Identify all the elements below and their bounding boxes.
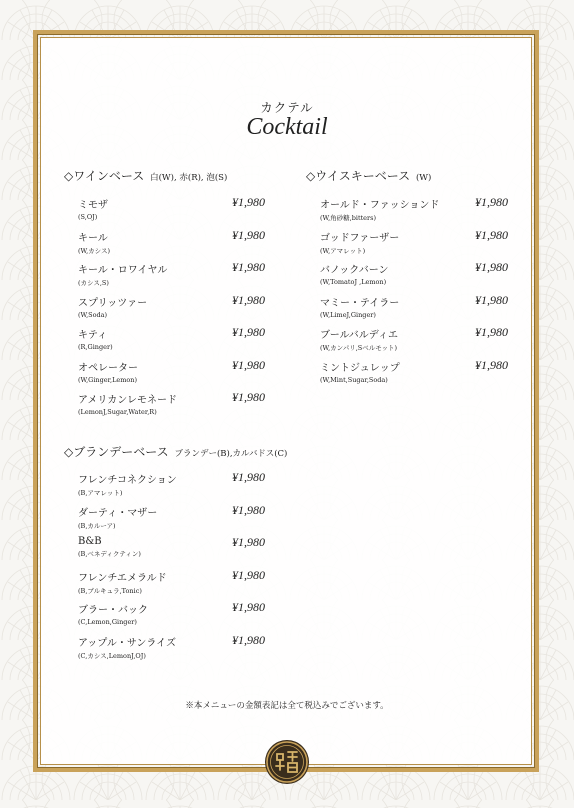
item-price: ¥1,980 xyxy=(232,502,265,517)
item-desc: (R,Ginger) xyxy=(78,343,113,351)
item-list xyxy=(320,195,508,391)
item-name: ブラー・バック xyxy=(78,605,148,616)
item-price: ¥1,980 xyxy=(232,632,265,647)
item-price: ¥1,980 xyxy=(232,600,265,614)
section-subtitle: (W) xyxy=(415,173,432,183)
menu-item xyxy=(78,390,265,424)
menu-item xyxy=(78,536,287,569)
item-name: ミントジュレップ xyxy=(320,362,400,374)
item-price: ¥1,980 xyxy=(232,292,265,307)
item-name: キティ xyxy=(78,330,108,341)
item-price: ¥1,980 xyxy=(232,535,265,549)
section-heading xyxy=(64,167,227,184)
section-heading xyxy=(64,443,287,460)
menu-item xyxy=(78,227,265,262)
page-title-en: Cocktail xyxy=(246,114,328,140)
menu-item xyxy=(78,325,265,359)
section-subtitle: ブランデー(B),カルバドス(C) xyxy=(174,449,288,459)
menu-item xyxy=(78,634,287,667)
item-name: キール・ロワイヤル xyxy=(78,265,168,276)
tax-note: ※本メニューの金額表記は全て税込みでございます。 xyxy=(185,701,389,711)
item-desc: (B,ベネディクティン) xyxy=(78,550,141,558)
item-name: オペレーター xyxy=(78,362,138,374)
menu-item xyxy=(78,504,287,537)
item-list xyxy=(78,471,287,666)
item-name: アメリカンレモネード xyxy=(78,395,178,406)
menu-item xyxy=(320,357,508,392)
item-name: キール xyxy=(78,232,108,244)
item-price: ¥1,980 xyxy=(475,227,508,242)
item-desc: (W,角砂糖,bitters) xyxy=(320,214,377,222)
item-desc: (W,Mint,Sugar,Soda) xyxy=(320,375,388,384)
item-name: ミモザ xyxy=(78,200,108,211)
item-name: ゴッドファーザー xyxy=(320,232,400,244)
item-desc: (B,ブルキュラ,Tonic) xyxy=(78,586,142,595)
section-whisky-base xyxy=(306,167,508,391)
item-desc: (C,Lemon,Ginger) xyxy=(78,618,137,626)
item-price: ¥1,980 xyxy=(475,325,508,339)
section-brandy-base xyxy=(64,443,287,666)
menu-item xyxy=(320,325,508,359)
item-price: ¥1,980 xyxy=(232,470,265,484)
item-desc: (W,Ginger,Lemon) xyxy=(78,375,138,384)
item-desc: (S,OJ) xyxy=(78,213,98,221)
page-title-jp: カクテル xyxy=(260,100,314,115)
item-desc: (W,LimeJ,Ginger) xyxy=(320,310,376,319)
menu-item xyxy=(78,292,265,327)
section-title: ◇ワインベース xyxy=(64,169,145,183)
section-heading xyxy=(306,167,439,184)
item-name: スプリッツァー xyxy=(78,297,148,309)
menu-item xyxy=(320,195,508,229)
section-title: ◇ブランデーベース xyxy=(64,445,169,459)
item-desc: (B,カルーア) xyxy=(78,521,116,530)
menu-item xyxy=(78,195,265,229)
item-name: バノックバーン xyxy=(320,265,389,276)
menu-item xyxy=(320,227,508,262)
item-price: ¥1,980 xyxy=(232,227,265,242)
item-name: オールド・ファッションド xyxy=(320,200,440,211)
item-price: ¥1,980 xyxy=(232,357,265,372)
menu-item xyxy=(78,601,287,634)
item-name: マミー・テイラー xyxy=(320,297,400,309)
item-price: ¥1,980 xyxy=(475,292,508,307)
item-name: フレンチコネクション xyxy=(78,475,177,486)
item-desc: (W,アマレット) xyxy=(320,246,366,255)
menu-item xyxy=(320,292,508,327)
menu-item xyxy=(78,260,265,294)
section-title: ◇ウイスキーベース xyxy=(306,169,411,183)
item-desc: (LemonJ,Sugar,Water,R) xyxy=(78,408,157,416)
menu-item xyxy=(320,260,508,294)
item-price: ¥1,980 xyxy=(232,390,265,404)
item-desc: (W,カシス) xyxy=(78,246,110,255)
item-desc: (W,TomatoJ ,Lemon) xyxy=(320,278,387,286)
item-desc: (カシス,S) xyxy=(78,279,109,287)
menu-item xyxy=(78,471,287,504)
item-desc: (W,Soda) xyxy=(78,310,108,319)
item-name: B&B xyxy=(78,536,102,547)
item-price: ¥1,980 xyxy=(232,260,265,274)
item-name: ブールバルディエ xyxy=(320,330,398,341)
item-price: ¥1,980 xyxy=(475,195,508,209)
menu-item xyxy=(78,569,287,602)
logo-emblem-icon xyxy=(264,739,310,785)
section-wine-base xyxy=(64,167,265,424)
item-list xyxy=(78,195,265,424)
item-name: フレンチエメラルド xyxy=(78,572,167,584)
item-price: ¥1,980 xyxy=(475,260,508,274)
item-price: ¥1,980 xyxy=(232,195,265,209)
menu-item xyxy=(78,357,265,392)
section-subtitle: 白(W), 赤(R), 泡(S) xyxy=(150,173,228,183)
item-name: ダーティ・マザー xyxy=(78,507,158,519)
item-price: ¥1,980 xyxy=(475,357,508,372)
item-name: アップル・サンライズ xyxy=(78,637,176,649)
item-price: ¥1,980 xyxy=(232,325,265,339)
item-desc: (B,アマレット) xyxy=(78,489,123,497)
item-desc: (W,カンパリ,Sベルモット) xyxy=(320,344,398,352)
item-price: ¥1,980 xyxy=(232,567,265,582)
item-desc: (C,カシス,LemonJ,OJ) xyxy=(78,651,146,660)
